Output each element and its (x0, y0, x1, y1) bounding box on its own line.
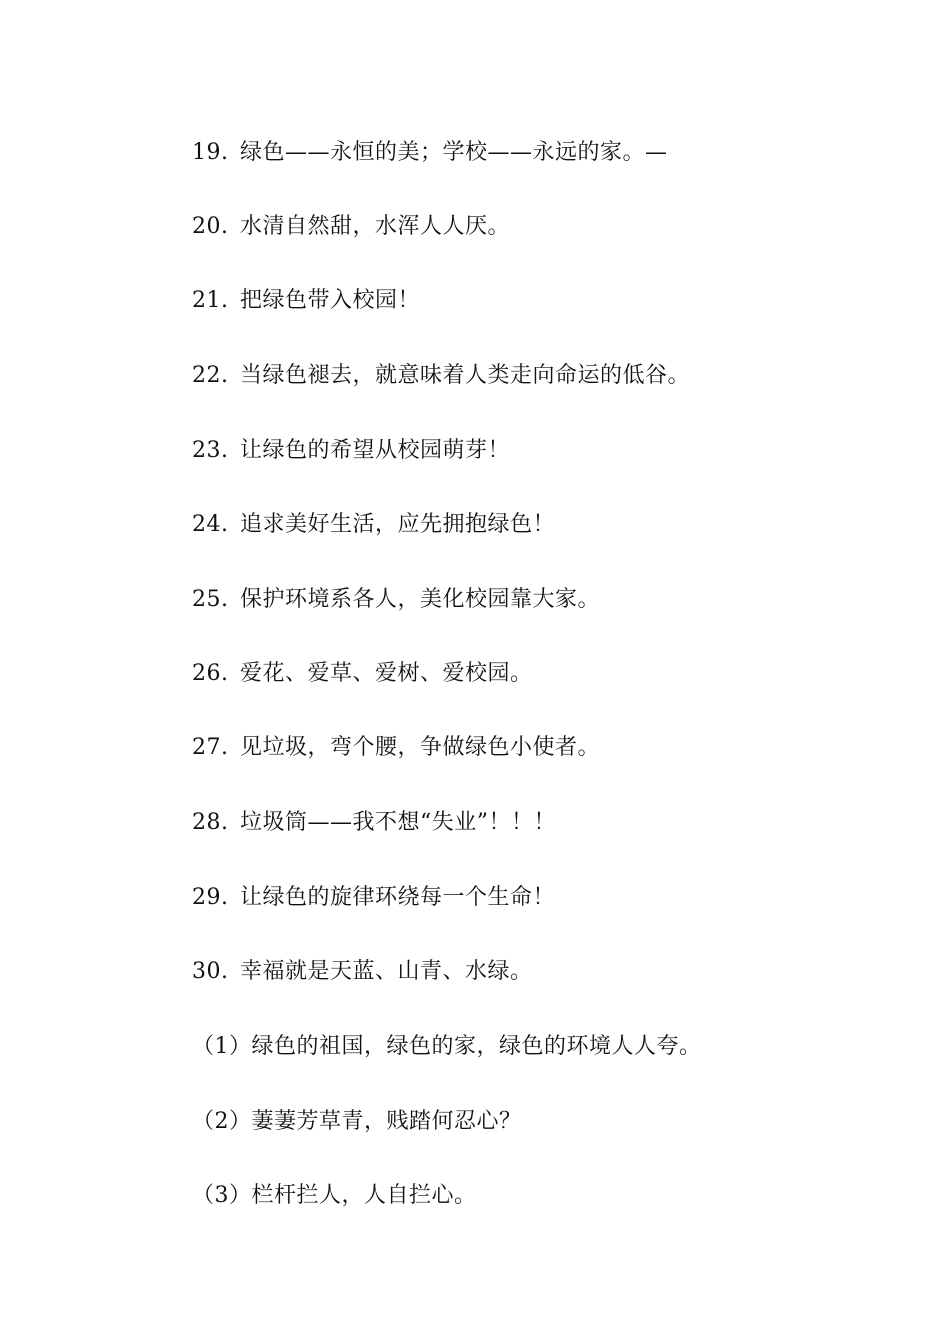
sub-item-text: （3）栏杆拦人，人自拦心。 (192, 1183, 477, 1208)
item-number: 22. (192, 363, 229, 388)
item-number: 28. (192, 810, 229, 835)
item-text: 幸福就是天蓝、山青、水绿。 (240, 959, 533, 984)
item-text: 爱花、爱草、爱树、爱校园。 (240, 661, 533, 686)
list-item (192, 212, 510, 242)
list-item (192, 883, 555, 913)
item-text: 垃圾筒——我不想“失业”！！！ (240, 810, 556, 835)
item-text: 保护环境系各人，美化校园靠大家。 (240, 587, 601, 612)
list-item (192, 659, 533, 689)
item-number: 20. (192, 214, 229, 239)
item-text: 绿色——永恒的美；学校——永远的家。— (240, 140, 668, 165)
item-text: 让绿色的希望从校园萌芽！ (240, 438, 511, 463)
sub-item-text: （1）绿色的祖国，绿色的家，绿色的环境人人夸。 (192, 1034, 702, 1059)
item-text: 水清自然甜，水浑人人厌。 (240, 214, 511, 239)
list-item (192, 436, 510, 466)
item-text: 让绿色的旋律环绕每一个生命！ (240, 885, 556, 910)
item-number: 23. (192, 438, 229, 463)
list-item (192, 138, 668, 168)
list-item (192, 286, 420, 316)
item-number: 29. (192, 885, 229, 910)
sub-item-text: （2）萋萋芳草青，贱踏何忍心？ (192, 1109, 522, 1134)
item-number: 30. (192, 959, 229, 984)
list-item (192, 808, 556, 838)
list-item (192, 510, 555, 540)
list-item (192, 733, 600, 763)
item-number: 27. (192, 735, 229, 760)
sub-list-item (192, 1181, 477, 1211)
item-number: 21. (192, 288, 229, 313)
list-item (192, 957, 533, 987)
sub-list-item (192, 1032, 702, 1062)
item-number: 19. (192, 140, 229, 165)
list-item (192, 585, 600, 615)
item-number: 26. (192, 661, 229, 686)
sub-list-item (192, 1107, 522, 1137)
item-number: 24. (192, 512, 229, 537)
item-number: 25. (192, 587, 229, 612)
item-text: 把绿色带入校园！ (240, 288, 421, 313)
item-text: 追求美好生活，应先拥抱绿色！ (240, 512, 556, 537)
list-item (192, 361, 690, 391)
item-text: 见垃圾，弯个腰，争做绿色小使者。 (240, 735, 601, 760)
item-text: 当绿色褪去，就意味着人类走向命运的低谷。 (240, 363, 691, 388)
